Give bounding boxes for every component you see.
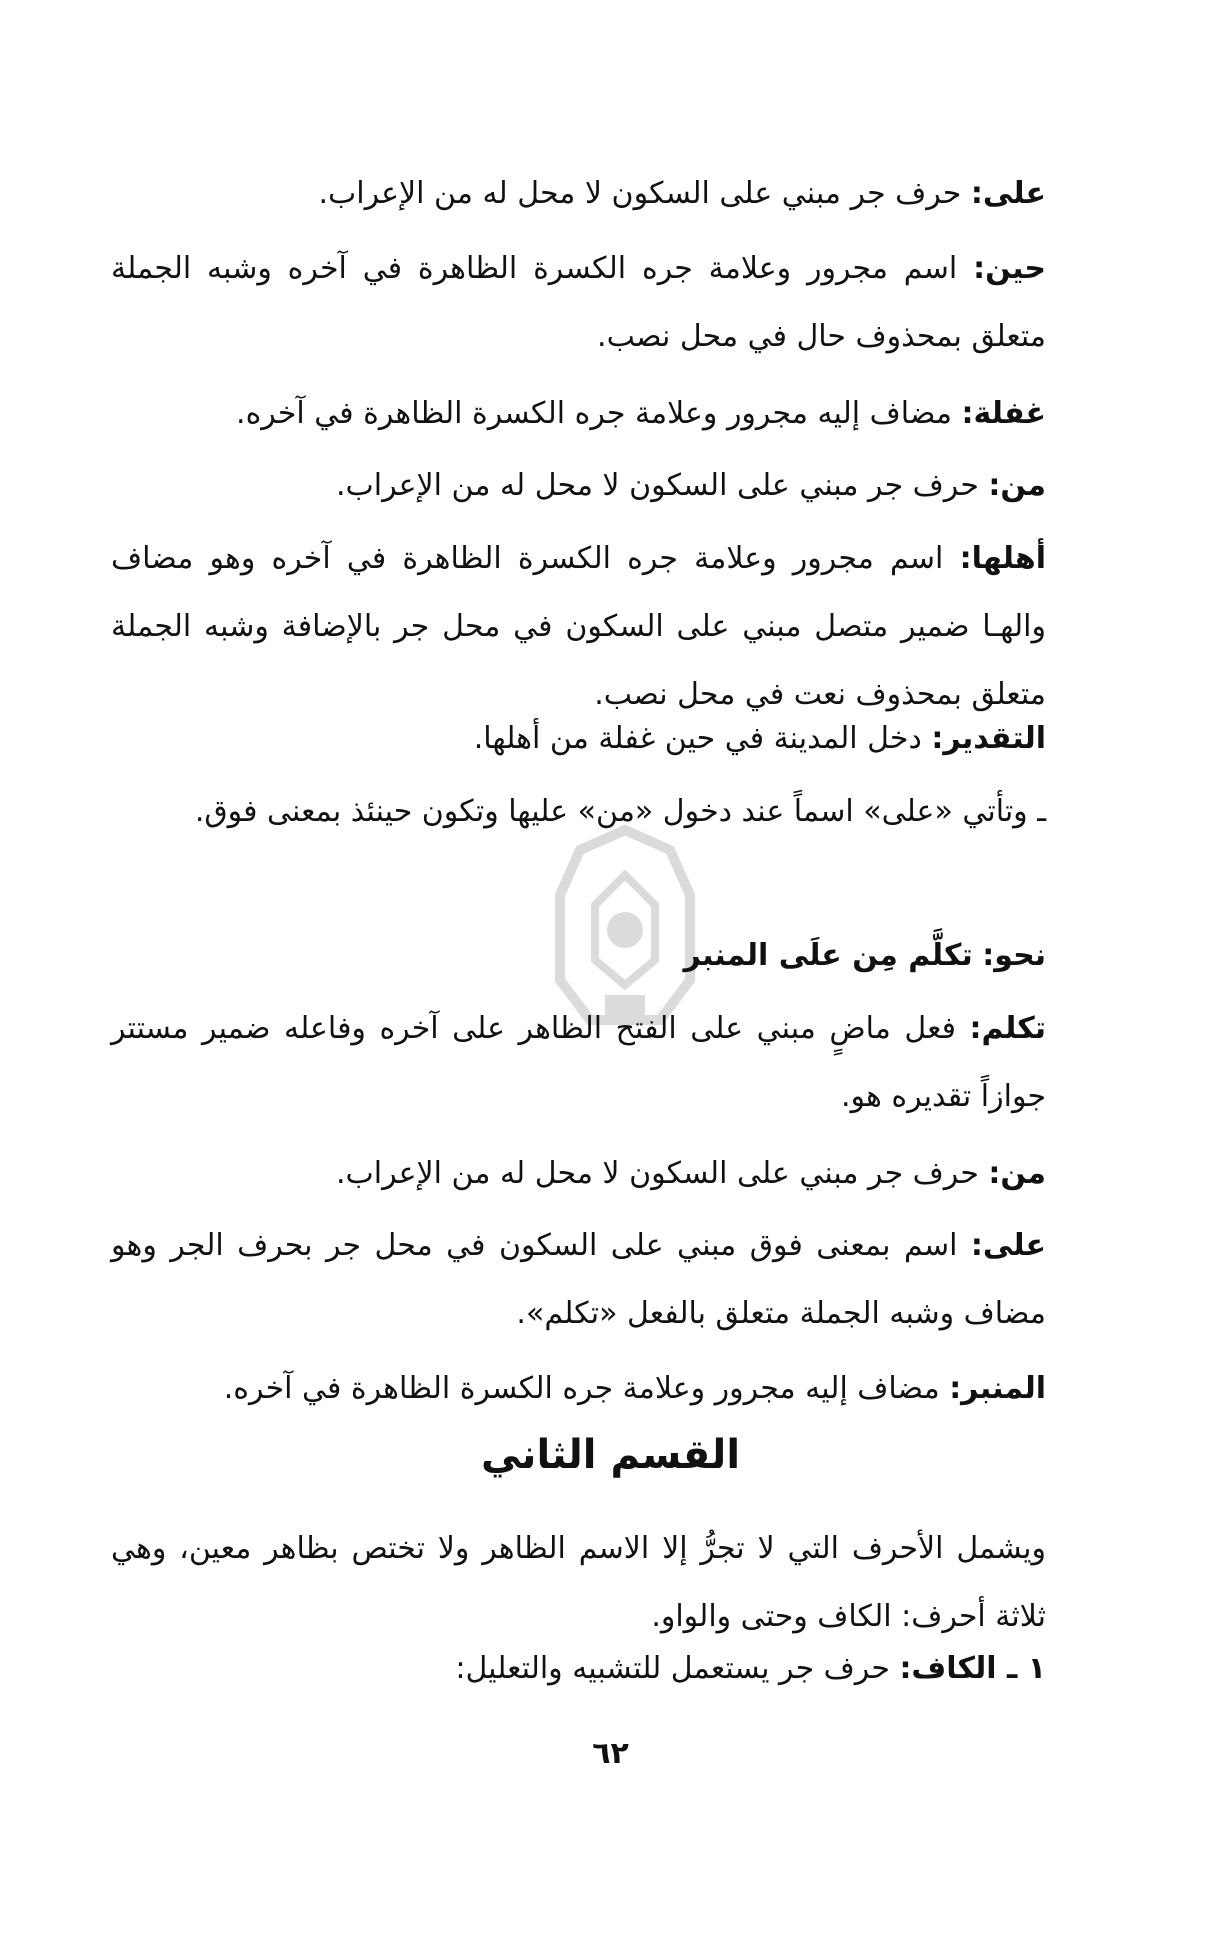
text-11: اسم بمعنى فوق مبني على السكون في محل جر بحرف الجر وهو مضاف وشبه الجملة متعلق بالفعل «تكلم». xyxy=(111,1228,1046,1331)
paragraph-10 xyxy=(111,1140,1046,1208)
paragraph-12 xyxy=(111,1355,1046,1423)
term-6: التقدير: xyxy=(931,721,1046,756)
text-8: تكلَّم مِن علَى المنبر xyxy=(683,938,973,973)
paragraph-14 xyxy=(111,1635,1046,1703)
text-12: مضاف إليه مجرور وعلامة جره الكسرة الظاهرة في آخره. xyxy=(223,1371,940,1406)
text-7: ـ وتأتي «على» اسماً عند دخول «من» عليها وتكون حينئذ بمعنى فوق. xyxy=(194,794,1046,829)
page-number: ٦٢ xyxy=(592,1736,629,1771)
section-heading: القسم الثاني xyxy=(480,1432,741,1478)
paragraph-1 xyxy=(111,160,1046,228)
text-9: فعل ماضٍ مبني على الفتح الظاهر على آخره وفاعله ضمير مستتر جوازاً تقديره هو. xyxy=(111,1011,1046,1114)
text-2: اسم مجرور وعلامة جره الكسرة الظاهرة في آخره وشبه الجملة متعلق بمحذوف حال في محل نصب. xyxy=(111,251,1046,354)
paragraph-7 xyxy=(111,778,1046,846)
text-10: حرف جر مبني على السكون لا محل له من الإعراب. xyxy=(335,1156,979,1191)
term-11: على: xyxy=(970,1228,1046,1263)
paragraph-8 xyxy=(111,922,1046,990)
text-1: حرف جر مبني على السكون لا محل له من الإعراب. xyxy=(318,176,962,211)
term-5: أهلها: xyxy=(959,541,1047,576)
term-8: نحو: xyxy=(982,938,1046,973)
paragraph-4 xyxy=(111,452,1046,520)
term-3: غفلة: xyxy=(961,396,1046,431)
text-13: ويشمل الأحرف التي لا تجرُّ إلا الاسم الظاهر ولا تختص بظاهر معين، وهي ثلاثة أحرف: الكاف وحتى والواو. xyxy=(111,1531,1046,1634)
paragraph-6 xyxy=(111,705,1046,773)
text-14: حرف جر يستعمل للتشبيه والتعليل: xyxy=(455,1651,890,1686)
text-3: مضاف إليه مجرور وعلامة جره الكسرة الظاهرة في آخره. xyxy=(236,396,952,431)
paragraph-5 xyxy=(111,525,1046,729)
term-2: حين: xyxy=(973,251,1046,286)
text-6: دخل المدينة في حين غفلة من أهلها. xyxy=(473,721,922,756)
term-1: على: xyxy=(970,176,1046,211)
paragraph-13 xyxy=(111,1515,1046,1651)
term-14: ١ ـ الكاف: xyxy=(899,1651,1046,1686)
text-4: حرف جر مبني على السكون لا محل له من الإعراب. xyxy=(335,468,979,503)
paragraph-11 xyxy=(111,1212,1046,1348)
term-9: تكلم: xyxy=(969,1011,1047,1046)
text-5: اسم مجرور وعلامة جره الكسرة الظاهرة في آخره وهو مضاف والهـا ضمير متصل مبني على السكون في محل جر بالإضافة وشبه الجملة متعلق بمحذوف نعت في محل نصب. xyxy=(111,541,1046,712)
paragraph-3 xyxy=(111,380,1046,448)
term-10: من: xyxy=(988,1156,1046,1191)
term-4: من: xyxy=(988,468,1046,503)
paragraph-9 xyxy=(111,995,1046,1131)
paragraph-2 xyxy=(111,235,1046,371)
term-12: المنبر: xyxy=(949,1371,1046,1406)
